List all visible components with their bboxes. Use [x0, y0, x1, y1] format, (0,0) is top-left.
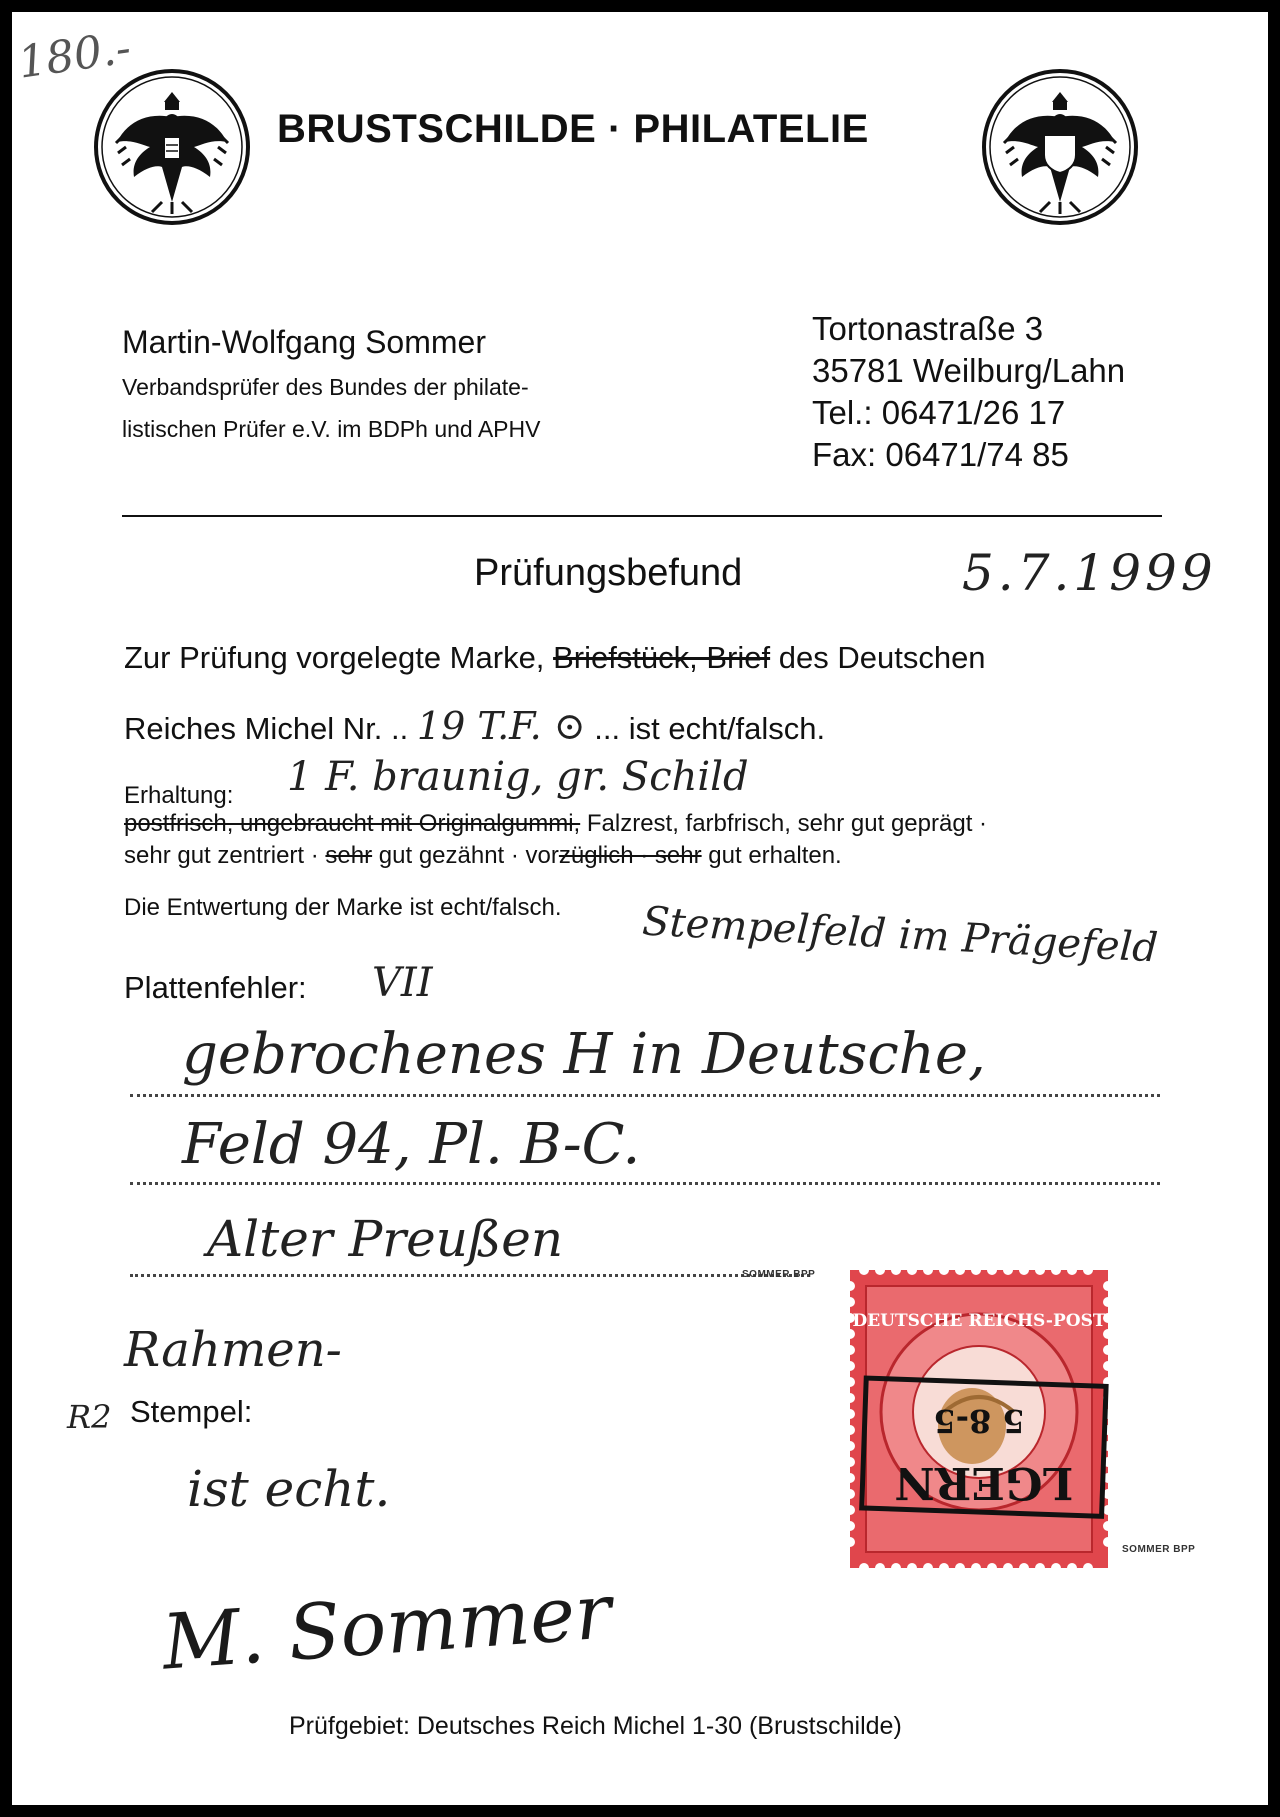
catalogue-label: Reiches Michel Nr. [124, 711, 383, 746]
eagle-seal-icon [980, 67, 1140, 227]
address-tel: Tel.: 06471/26 17 [812, 394, 1066, 431]
frame-handwritten: Rahmen- [124, 1322, 342, 1378]
examiner-title-line: listischen Prüfer e.V. im BDPh und APHV [122, 416, 541, 442]
certificate-page [12, 12, 1268, 1805]
postmark-town: LGERN [894, 1457, 1074, 1508]
condition-text: gut gezähnt · vor [378, 842, 559, 869]
footer-scope: Prüfgebiet: Deutsches Reich Michel 1-30 (Brustschilde) [289, 1712, 902, 1740]
signature-handwritten: M. Sommer [159, 1566, 614, 1687]
examiner-name: Martin-Wolfgang Sommer [122, 324, 486, 360]
condition-text: gut erhalten. [708, 842, 842, 869]
dotted-line [130, 1094, 1160, 1097]
dot-leader: .. [391, 711, 409, 746]
address-street: Tortonastraße 3 [812, 310, 1044, 347]
stamp-expert-mark: SOMMER BPP [742, 1269, 816, 1280]
postmark-label: Stempel: [130, 1394, 253, 1429]
dotted-line [130, 1182, 1160, 1185]
plate-flaw-handwritten: VII [372, 960, 433, 1006]
condition-text: Falzrest, farbfrisch, sehr gut geprägt · [586, 810, 988, 837]
pencil-price-note: 180.- [15, 22, 134, 89]
postmark-handwritten: ist echt. [187, 1460, 391, 1518]
genuine-statement: ist echt/falsch. [628, 711, 826, 746]
brand-title: BRUSTSCHILDE · PHILATELIE [277, 107, 869, 151]
dotted-line [130, 1274, 810, 1277]
condition-line [124, 810, 987, 838]
plate-flaw-description: Alter Preußen [207, 1210, 564, 1268]
certificate-heading: Prüfungsbefund [474, 552, 743, 594]
struck-option: Briefstück, Brief [553, 640, 771, 675]
stamp-inscription: DEUTSCHE REICHS-POST [852, 1311, 1106, 1331]
address-city: 35781 Weilburg/Lahn [812, 352, 1126, 389]
submission-line [124, 640, 986, 676]
catalogue-line [124, 704, 825, 748]
plate-flaw-description: gebrochenes H in Deutsche, [182, 1022, 986, 1087]
stamp-expert-mark: SOMMER BPP [1122, 1544, 1196, 1555]
examiner-title-line: Verbandsprüfer des Bundes der philate- [122, 374, 529, 400]
certificate-date: 5.7.1999 [962, 544, 1217, 602]
catalogue-number-handwritten: 19 T.F. ⊙ [416, 704, 586, 748]
struck-option: postfrisch, ungebraucht mit Originalgummi, [124, 810, 581, 837]
struck-option: züglich · sehr [558, 842, 702, 869]
submission-text: Zur Prüfung vorgelegte Marke, [124, 640, 545, 675]
cancellation-handwritten: Stempelfeld im Prägefeld [641, 898, 1160, 972]
condition-label: Erhaltung: [124, 782, 234, 809]
address-fax: Fax: 06471/74 85 [812, 436, 1069, 473]
condition-handwritten: 1 F. braunig, gr. Schild [287, 754, 749, 800]
plate-flaw-label: Plattenfehler: [124, 970, 307, 1005]
submission-text: des Deutschen [778, 640, 986, 675]
postmark-date: 5 8-5 [933, 1402, 1025, 1440]
eagle-seal-icon [92, 67, 252, 227]
cancellation-statement: Die Entwertung der Marke ist echt/falsch. [124, 894, 562, 921]
divider [122, 515, 1162, 517]
plate-flaw-description: Feld 94, Pl. B-C. [182, 1112, 641, 1177]
postage-stamp-image [844, 1264, 1114, 1574]
r2-handwritten: R2 [67, 1398, 112, 1436]
struck-option: sehr [325, 842, 373, 869]
condition-line [124, 842, 842, 870]
dot-leader: ... [594, 711, 621, 746]
condition-text: sehr gut zentriert · [124, 842, 319, 869]
